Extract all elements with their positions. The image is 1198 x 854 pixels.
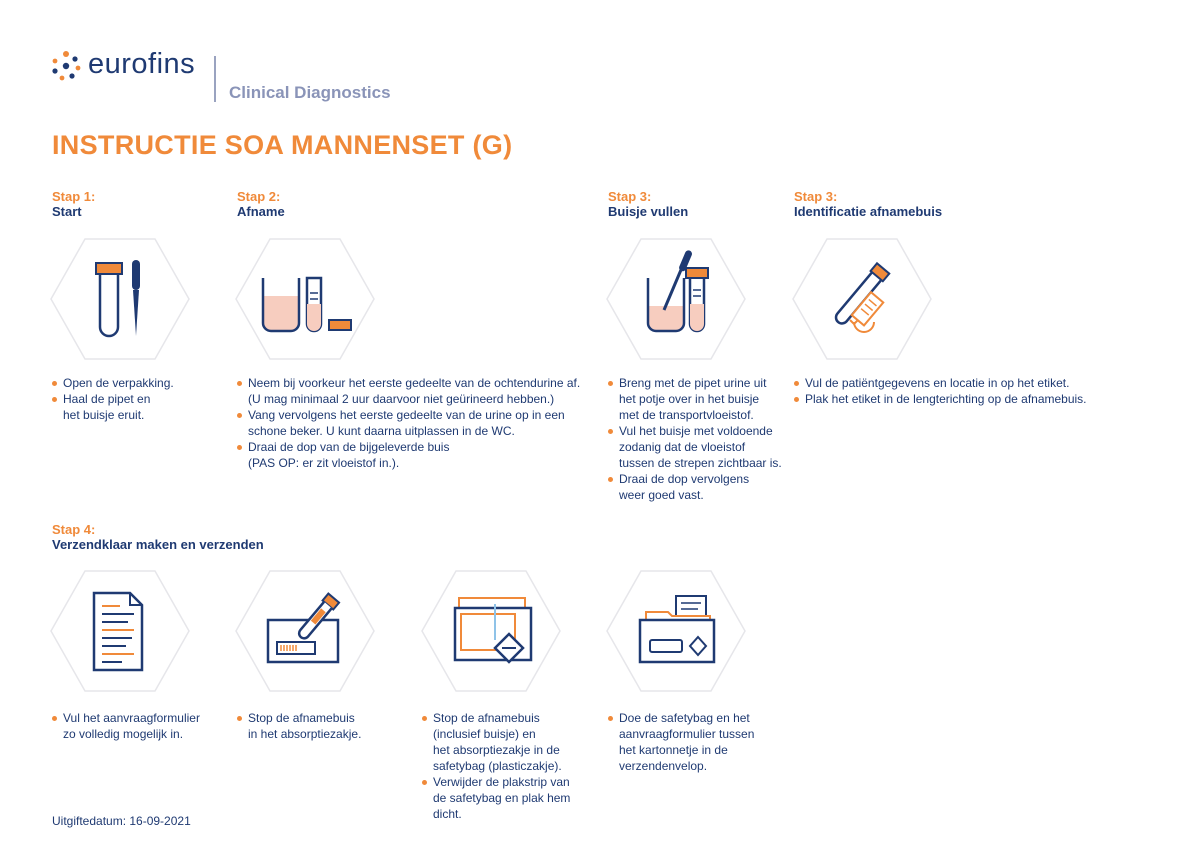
list-item: Draai de dop van de bijgeleverde buis (PAS OP: er zit vloeistof in.). — [237, 439, 580, 471]
logo-divider — [214, 56, 216, 102]
label-tube-icon — [792, 238, 932, 360]
issue-date: Uitgiftedatum: 16-09-2021 — [52, 814, 191, 828]
envelope-icon — [606, 570, 746, 692]
step-4-safetybag-instructions — [422, 710, 570, 822]
list-item: Stop de afnamebuis in het absorptiezakje. — [237, 710, 361, 742]
list-item: Doe de safetybag en het aanvraagformulier tussen het kartonnetje in de verzendenvelop. — [608, 710, 754, 774]
step-4-number: Stap 4: — [52, 522, 96, 537]
step-1-heading — [52, 189, 95, 219]
list-item: Haal de pipet en het buisje eruit. — [52, 391, 174, 423]
step-3a-number: Stap 3: — [608, 189, 652, 204]
list-item: Vang vervolgens het eerste gedeelte van de urine op in een schone beker. U kunt daarna uitplassen in de WC. — [237, 407, 580, 439]
list-item: Stop de afnamebuis (inclusief buisje) en het absorptiezakje in de safetybag (plasticzakje). — [422, 710, 570, 774]
step-4-title: Verzendklaar maken en verzenden — [52, 537, 264, 552]
list-item: Neem bij voorkeur het eerste gedeelte van de ochtendurine af. (U mag minimaal 2 uur daarvoor niet geürineerd hebben.) — [237, 375, 580, 407]
list-item: Breng met de pipet urine uit het potje over in het buisje met de transportvloeistof. — [608, 375, 782, 423]
step-2-number: Stap 2: — [237, 189, 281, 204]
brand-name: eurofins — [88, 48, 196, 80]
tube-and-pipette-icon — [50, 238, 190, 360]
step-1-number: Stap 1: — [52, 189, 96, 204]
list-item: Open de verpakking. — [52, 375, 174, 391]
step-3a-title: Buisje vullen — [608, 204, 689, 219]
step-4-envelope-instructions — [608, 710, 754, 774]
safety-bag-icon — [421, 570, 561, 692]
step-3a-instructions — [608, 375, 782, 503]
list-item: Plak het etiket in de lengterichting op de afnamebuis. — [794, 391, 1087, 407]
brand-division: Clinical Diagnostics — [229, 83, 391, 102]
form-icon — [50, 570, 190, 692]
page-title: INSTRUCTIE SOA MANNENSET (G) — [52, 130, 513, 160]
step-4-absorbent-instructions — [237, 710, 361, 742]
step-3b-heading — [794, 189, 942, 219]
list-item: Draai de dop vervolgens weer goed vast. — [608, 471, 782, 503]
step-3b-instructions — [794, 375, 1087, 407]
eurofins-logo-mark — [50, 50, 82, 82]
step-3a-heading — [608, 189, 688, 219]
step-3b-title: Identificatie afnamebuis — [794, 204, 943, 219]
urine-cup-icon — [235, 238, 375, 360]
step-2-instructions — [237, 375, 580, 471]
step-2-heading — [237, 189, 285, 219]
absorbent-bag-icon — [235, 570, 375, 692]
list-item: Vul het buisje met voldoende zodanig dat de vloeistof tussen de strepen zichtbaar is. — [608, 423, 782, 471]
step-3b-number: Stap 3: — [794, 189, 838, 204]
step-1-title: Start — [52, 204, 82, 219]
list-item: Vul het aanvraagformulier zo volledig mogelijk in. — [52, 710, 200, 742]
fill-tube-icon — [606, 238, 746, 360]
step-1-instructions — [52, 375, 174, 423]
step-4-heading — [52, 522, 264, 552]
list-item: Verwijder de plakstrip van de safetybag en plak hem dicht. — [422, 774, 570, 822]
step-2-title: Afname — [237, 204, 285, 219]
step-4-form-instructions — [52, 710, 200, 742]
list-item: Vul de patiëntgegevens en locatie in op het etiket. — [794, 375, 1087, 391]
